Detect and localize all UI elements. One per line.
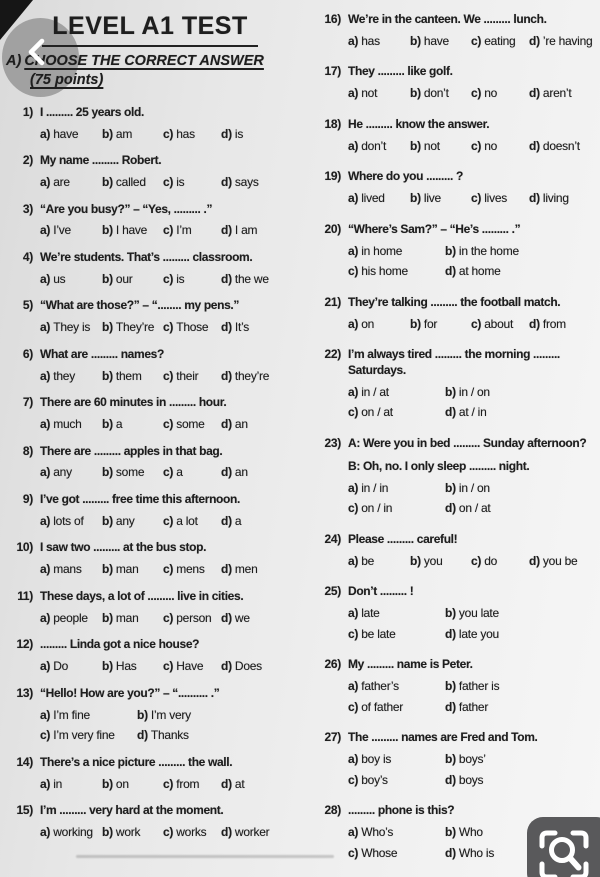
answer-option: a) working — [40, 825, 93, 840]
question — [314, 169, 598, 206]
answer-options — [348, 317, 598, 333]
answer-option: a) Do — [40, 659, 69, 674]
question — [314, 584, 598, 642]
image-search-button[interactable] — [527, 817, 600, 877]
question-body — [348, 222, 598, 280]
question-body — [40, 298, 294, 335]
question-number: 16) — [324, 12, 341, 26]
answer-option: a) in / at — [348, 384, 389, 399]
answer-options — [348, 606, 598, 642]
answer-options — [40, 127, 294, 143]
question-number: 12) — [16, 637, 33, 652]
answer-options — [348, 679, 598, 715]
answer-option: c) mens — [163, 562, 205, 577]
question-body — [348, 295, 598, 332]
answer-option: d) you be — [529, 553, 578, 568]
question-text: B: Oh, no. I only sleep ......... night. — [348, 458, 530, 473]
answer-option: c) on / in — [348, 501, 393, 516]
answer-options — [40, 175, 294, 191]
question-text: A: Were you in bed ......... Sunday afternoon? — [348, 435, 587, 450]
answer-option: d) doesn’t — [529, 138, 580, 153]
question-text: My name ......... Robert. — [40, 153, 162, 168]
answer-options — [348, 139, 598, 155]
question-body — [348, 347, 598, 421]
question — [6, 250, 294, 287]
answer-option: b) They’re — [102, 320, 155, 335]
answer-option: c) person — [163, 610, 212, 625]
answer-option: b) am — [102, 126, 133, 141]
question-body — [40, 540, 294, 577]
answer-option: d) an — [221, 417, 248, 432]
answer-options — [348, 86, 598, 102]
answer-option: b) Has — [102, 659, 137, 674]
answer-option: d) from — [529, 316, 566, 331]
question — [314, 117, 598, 154]
answer-option: a) be — [348, 553, 375, 568]
question — [6, 637, 294, 674]
question-text: They’re talking ......... the football match. — [348, 294, 561, 309]
answer-option: b) father is — [445, 679, 500, 694]
question-number: 8) — [22, 443, 33, 458]
answer-option: d) Thanks — [137, 728, 189, 743]
answer-option: a) lived — [348, 191, 385, 206]
answer-option: d) living — [529, 191, 569, 206]
question-number: 23) — [324, 435, 341, 450]
question-body — [348, 584, 598, 642]
answer-option: c) works — [163, 825, 207, 840]
question-number: 18) — [324, 116, 341, 131]
question-text: I’ve got ......... free time this afternoon. — [40, 492, 240, 507]
question-number: 11) — [17, 588, 33, 603]
answer-option: c) their — [163, 368, 199, 383]
question — [6, 395, 294, 432]
answer-option: c) from — [163, 776, 200, 791]
answer-options — [348, 481, 598, 517]
question-text: He ......... know the answer. — [348, 116, 490, 131]
question — [6, 755, 294, 792]
answer-option: c) no — [471, 86, 498, 101]
answer-option: d) a — [221, 513, 242, 528]
answer-option: b) have — [410, 33, 449, 48]
answer-option: b) work — [102, 825, 141, 840]
answer-options — [40, 320, 294, 336]
answer-option: b) in / on — [445, 384, 490, 399]
question-text: ......... Linda got a nice house? — [40, 637, 200, 652]
answer-option: a) lots of — [40, 513, 84, 528]
answer-options — [348, 554, 598, 570]
answer-option: b) in / on — [445, 480, 490, 495]
answer-option: a) in home — [348, 243, 403, 258]
question-number: 4) — [22, 249, 33, 264]
answer-option: b) live — [410, 191, 441, 206]
question-text: I’m ......... very hard at the moment. — [40, 803, 224, 818]
question-number: 2) — [22, 153, 33, 168]
answer-option: a) they — [40, 368, 75, 383]
answer-option: d) late you — [445, 626, 499, 641]
question — [6, 347, 294, 384]
question-body — [40, 202, 294, 239]
answer-option: c) I’m — [163, 223, 192, 238]
question-number: 13) — [16, 685, 33, 700]
answer-option: c) boy’s — [348, 772, 388, 787]
question-text: My ......... name is Peter. — [348, 657, 473, 672]
question-text: There’s a nice picture ......... the wall. — [40, 754, 233, 769]
answer-option: c) is — [163, 271, 185, 286]
answer-option: b) boys’ — [445, 752, 486, 767]
question-text: I ......... 25 years old. — [40, 104, 144, 119]
answer-option: d) at / in — [445, 405, 487, 420]
questions-right — [314, 12, 598, 861]
question — [6, 202, 294, 239]
answer-option: d) on / at — [445, 501, 491, 516]
question-text: We’re in the canteen. We ......... lunch. — [348, 12, 547, 26]
section-heading — [6, 52, 294, 90]
answer-option: c) Have — [163, 659, 204, 674]
question-number: 21) — [324, 294, 341, 309]
question-body — [40, 444, 294, 481]
answer-option: d) an — [221, 465, 248, 480]
answer-option: d) at — [221, 776, 245, 791]
answer-option: b) called — [102, 174, 146, 189]
answer-option: b) a — [102, 417, 123, 432]
answer-option: c) Whose — [348, 845, 398, 860]
answer-option: a) much — [40, 417, 82, 432]
question-body — [348, 64, 598, 101]
question-body — [40, 395, 294, 432]
questions-left — [6, 105, 294, 841]
question-number: 28) — [324, 803, 341, 818]
answer-option: d) I am — [221, 223, 258, 238]
answer-option: a) father’s — [348, 679, 399, 694]
question — [314, 12, 598, 49]
answer-option: a) has — [348, 33, 380, 48]
answer-option: b) man — [102, 610, 139, 625]
question-number: 26) — [324, 657, 341, 672]
answer-option: d) It’s — [221, 320, 250, 335]
answer-options — [40, 562, 294, 578]
answer-option: c) has — [163, 126, 195, 141]
answer-options — [40, 417, 294, 433]
page-title: LEVEL A1 TEST — [42, 12, 257, 47]
answer-option: b) I’m very — [137, 707, 191, 722]
answer-option: c) be late — [348, 626, 396, 641]
question — [314, 657, 598, 715]
answer-option: d) worker — [221, 825, 270, 840]
question-body — [40, 492, 294, 529]
question-text: Where do you ......... ? — [348, 169, 463, 184]
answer-option: a) people — [40, 610, 88, 625]
question-text: The ......... names are Fred and Tom. — [348, 730, 538, 745]
answer-option: c) lives — [471, 191, 508, 206]
answer-option: b) don’t — [410, 86, 449, 101]
question-text: We’re students. That’s ......... classroom. — [40, 249, 253, 264]
answer-option: b) Who — [445, 825, 483, 840]
question-number: 24) — [324, 531, 341, 546]
answer-option: d) ’re having — [529, 33, 593, 48]
question-text: ......... phone is this? — [348, 803, 455, 818]
question-text: “What are those?” – “........ my pens.” — [40, 298, 240, 313]
answer-option: a) have — [40, 126, 79, 141]
answer-option: a) don’t — [348, 138, 387, 153]
answer-option: a) on — [348, 316, 375, 331]
answer-options — [40, 659, 294, 675]
question-number: 14) — [16, 754, 33, 769]
question-number: 17) — [324, 64, 341, 79]
question-number: 15) — [16, 803, 33, 818]
answer-option: c) I’m very fine — [40, 728, 115, 743]
answer-options — [40, 708, 294, 744]
answer-option: c) do — [471, 553, 498, 568]
answer-option: d) says — [221, 174, 259, 189]
question — [6, 444, 294, 481]
question — [6, 540, 294, 577]
answer-option: b) any — [102, 513, 135, 528]
answer-option: a) any — [40, 465, 72, 480]
answer-option: c) a lot — [163, 513, 198, 528]
section-title: CHOOSE THE CORRECT ANSWER — [24, 53, 264, 69]
answer-option: a) They is — [40, 320, 91, 335]
question-text: “Where’s Sam?” – “He’s ......... .” — [348, 221, 521, 236]
answer-option: d) father — [445, 699, 489, 714]
answer-option: a) I’ve — [40, 223, 71, 238]
answer-options — [348, 191, 598, 207]
question-text: I saw two ......... at the bus stop. — [40, 540, 207, 555]
question-body — [348, 532, 598, 569]
answer-option: d) at home — [445, 264, 501, 279]
question-body — [40, 755, 294, 792]
answer-option: a) in / in — [348, 480, 389, 495]
answer-option: c) some — [163, 417, 205, 432]
answer-option: c) Those — [163, 320, 209, 335]
answer-option: c) his home — [348, 264, 408, 279]
question — [6, 589, 294, 626]
answer-option: b) our — [102, 271, 133, 286]
answer-option: d) men — [221, 562, 258, 577]
title-wrap — [6, 12, 294, 47]
answer-option: c) eating — [471, 33, 516, 48]
answer-option: a) not — [348, 86, 378, 101]
answer-option: d) they’re — [221, 368, 270, 383]
question — [314, 295, 598, 332]
question-body — [40, 105, 294, 142]
answer-options — [40, 465, 294, 481]
answer-option: b) I have — [102, 223, 148, 238]
question-number: 10) — [16, 540, 33, 555]
question-text: There are ......... apples in that bag. — [40, 443, 223, 458]
answer-option: d) Who is — [445, 845, 495, 860]
question-body — [40, 686, 294, 744]
question — [314, 532, 598, 569]
question-body — [348, 730, 598, 788]
answer-options — [40, 777, 294, 793]
answer-option: b) you late — [445, 606, 499, 621]
answer-option: c) on / at — [348, 405, 393, 420]
answer-option: d) Does — [221, 659, 262, 674]
question — [6, 803, 294, 840]
answer-option: b) not — [410, 138, 440, 153]
section-label: A) — [6, 53, 22, 69]
answer-option: c) a — [163, 465, 183, 480]
question — [6, 153, 294, 190]
answer-options — [348, 244, 598, 280]
answer-option: a) in — [40, 776, 63, 791]
section-points: (75 points) — [30, 71, 104, 88]
answer-option: a) Who’s — [348, 825, 394, 840]
answer-option: b) for — [410, 316, 438, 331]
answer-options — [40, 369, 294, 385]
question-body — [40, 803, 294, 840]
question — [6, 298, 294, 335]
answer-option: c) about — [471, 316, 514, 331]
answer-option: b) in the home — [445, 243, 519, 258]
answer-option: c) no — [471, 138, 498, 153]
answer-option: b) you — [410, 553, 443, 568]
question-body — [40, 347, 294, 384]
question — [314, 730, 598, 788]
question-body — [348, 436, 598, 517]
answer-option: b) man — [102, 562, 139, 577]
answer-option: b) some — [102, 465, 145, 480]
answer-option: d) is — [221, 126, 244, 141]
answer-option: a) us — [40, 271, 66, 286]
question-number: 5) — [22, 298, 33, 313]
answer-option: d) the we — [221, 271, 269, 286]
question-body — [40, 153, 294, 190]
scan-artifact — [76, 855, 334, 858]
answer-option: a) late — [348, 606, 380, 621]
answer-option: b) on — [102, 776, 129, 791]
answer-options — [40, 272, 294, 288]
question-number: 7) — [22, 395, 33, 410]
question — [314, 222, 598, 280]
question-number: 22) — [324, 347, 341, 362]
answer-option: a) are — [40, 174, 70, 189]
answer-options — [40, 611, 294, 627]
question — [314, 347, 598, 421]
answer-option: a) mans — [40, 562, 82, 577]
question-text: What are ......... names? — [40, 346, 164, 361]
question — [6, 686, 294, 744]
question — [314, 436, 598, 517]
answer-option: a) boy is — [348, 752, 392, 767]
answer-option: b) them — [102, 368, 142, 383]
question-body — [348, 12, 598, 49]
answer-option: d) boys — [445, 772, 484, 787]
question-body — [348, 169, 598, 206]
question-number: 27) — [324, 730, 341, 745]
question-text: Don’t ......... ! — [348, 584, 414, 599]
question-body — [40, 589, 294, 626]
answer-option: d) we — [221, 610, 250, 625]
answer-options — [348, 752, 598, 788]
question-body — [40, 250, 294, 287]
question — [314, 64, 598, 101]
answer-options — [40, 223, 294, 239]
answer-option: d) aren’t — [529, 86, 572, 101]
question-number: 1) — [22, 104, 33, 119]
question-text: Please ......... careful! — [348, 531, 458, 546]
question-number: 19) — [324, 169, 341, 184]
answer-option: a) I’m fine — [40, 707, 90, 722]
question-number: 20) — [324, 221, 341, 236]
question-text: They ......... like golf. — [348, 64, 453, 79]
question-number: 9) — [22, 492, 33, 507]
question-number: 6) — [22, 346, 33, 361]
question-text: “Hello! How are you?” – “.......... .” — [40, 685, 220, 700]
question-text: “Are you busy?” – “Yes, ......... .” — [40, 201, 213, 216]
question-number: 25) — [324, 584, 341, 599]
question-body — [348, 657, 598, 715]
magnifier-scan-icon — [533, 824, 595, 877]
answer-option: c) is — [163, 174, 185, 189]
left-column — [0, 0, 300, 876]
answer-option: c) of father — [348, 699, 404, 714]
answer-options — [40, 514, 294, 530]
right-column — [300, 0, 600, 876]
answer-options — [40, 825, 294, 841]
question-text: There are 60 minutes in ......... hour. — [40, 395, 227, 410]
chevron-left-icon — [26, 38, 48, 66]
question-body — [40, 637, 294, 674]
question-text: I’m always tired ......... the morning ......... Saturdays. — [348, 347, 560, 377]
question — [6, 492, 294, 529]
answer-options — [348, 385, 598, 421]
question-text: These days, a lot of ......... live in cities. — [40, 588, 244, 603]
question-body — [348, 117, 598, 154]
question-number: 3) — [22, 201, 33, 216]
answer-options — [348, 34, 598, 50]
question — [6, 105, 294, 142]
